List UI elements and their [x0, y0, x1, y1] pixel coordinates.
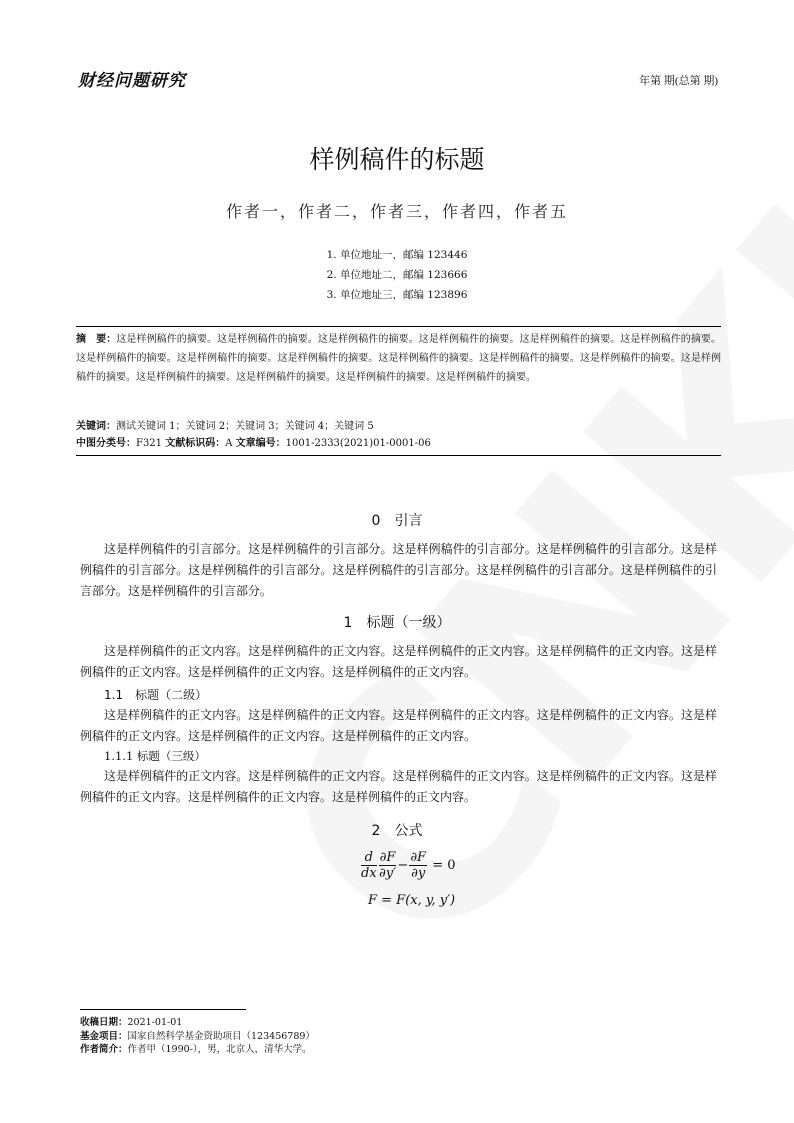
eq1-frac-1: $\frac{d}{dx}$	[361, 850, 377, 881]
paper-title: 样例稿件的标题	[309, 145, 485, 174]
abstract-label: 摘 要：	[76, 334, 117, 345]
keywords-label: 关键词：	[76, 421, 116, 432]
author-bio: 作者简介：作者甲（1990-），男，北京人，清华大学。	[80, 1044, 312, 1055]
section-1-1-1-heading: 1.1.1 标题（三级）	[104, 749, 206, 763]
section-1-heading: 1 标题（一级）	[343, 615, 451, 631]
eq1-frac-2: $\frac{\partial F}{\partial y'}$	[379, 850, 397, 881]
doc-code-label: 文献标识码：	[165, 438, 226, 449]
affiliation-3: 3. 单位地址三，邮编 123896	[326, 289, 468, 301]
issue-info: 年第 期(总第 期)	[639, 75, 718, 87]
abstract-text: 这是样例稿件的摘要。这是样例稿件的摘要。这是样例稿件的摘要。这是样例稿件的摘要。这是样例稿件的摘要。这是样例稿件的摘要。这是样例稿件的摘要。这是样例稿件的摘要。这是样例稿件的摘要。这是样例稿件的摘要。这是样例稿件的摘要。这是样例稿件的摘要。这是样例稿件的摘要。这是样例稿件的摘要。这是样例稿件的摘要。这是样例稿件的摘要。这是样例稿件的摘要。	[76, 334, 722, 383]
doc-code-value: A	[225, 438, 233, 449]
section-2-heading: 2 公式	[371, 823, 423, 839]
article-no-value: 1001-2333(2021)01-0001-06	[285, 438, 431, 449]
section-0-text: 这是样例稿件的引言部分。这是样例稿件的引言部分。这是样例稿件的引言部分。这是样例稿件的引言部分。这是样例稿件的引言部分。这是样例稿件的引言部分。这是样例稿件的引言部分。这是样例稿件的引言部分。这是样例稿件的引言部分。这是样例稿件的引言部分。	[80, 542, 717, 598]
eq1-frac-3: $\frac{\partial F}{\partial y}$	[410, 850, 427, 881]
affiliation-2: 2. 单位地址二，邮编 123666	[326, 269, 468, 281]
keywords-line	[76, 418, 721, 435]
equation-1: $\frac{d}{dx}$ $\frac{\partial F}{\partial y'}$ − $\frac{\partial F}{\partial y}$ = 0	[361, 850, 456, 881]
section-1-1-1-text: 这是样例稿件的正文内容。这是样例稿件的正文内容。这是样例稿件的正文内容。这是样例稿件的正文内容。这是样例稿件的正文内容。这是样例稿件的正文内容。这是样例稿件的正文内容。	[80, 769, 717, 804]
footnotes	[80, 1016, 315, 1057]
keywords-text: 测试关键词 1；关键词 2；关键词 3；关键词 4；关键词 5	[116, 421, 374, 432]
section-1-text: 这是样例稿件的正文内容。这是样例稿件的正文内容。这是样例稿件的正文内容。这是样例稿件的正文内容。这是样例稿件的正文内容。这是样例稿件的正文内容。这是样例稿件的正文内容。	[80, 644, 717, 679]
footnote-rule	[80, 1009, 246, 1010]
received-date: 收稿日期：2021-01-01	[80, 1017, 183, 1028]
top-rule	[76, 326, 721, 327]
classification-line	[76, 435, 721, 452]
section-0-heading: 0 引言	[371, 513, 423, 529]
affiliation-list	[0, 245, 794, 305]
fund-project: 基金项目：国家自然科学基金资助项目（123456789）	[80, 1030, 315, 1042]
author-list: 作者一，作者二，作者三，作者四，作者五	[225, 202, 568, 221]
section-1-1-heading: 1.1 标题（二级）	[104, 688, 208, 702]
abstract	[76, 330, 721, 387]
affiliation-1: 1. 单位地址一，邮编 123446	[326, 249, 468, 261]
clc-value: F321	[136, 438, 163, 449]
keywords-block	[76, 418, 721, 452]
equation-2: F = F(x, y, y′)	[368, 893, 456, 908]
journal-logo: 财经问题研究	[78, 71, 186, 91]
clc-label: 中图分类号：	[76, 438, 136, 449]
bottom-rule	[76, 455, 721, 456]
section-1-1-text: 这是样例稿件的正文内容。这是样例稿件的正文内容。这是样例稿件的正文内容。这是样例稿件的正文内容。这是样例稿件的正文内容。这是样例稿件的正文内容。这是样例稿件的正文内容。	[80, 708, 717, 743]
article-no-label: 文章编号：	[235, 438, 286, 449]
